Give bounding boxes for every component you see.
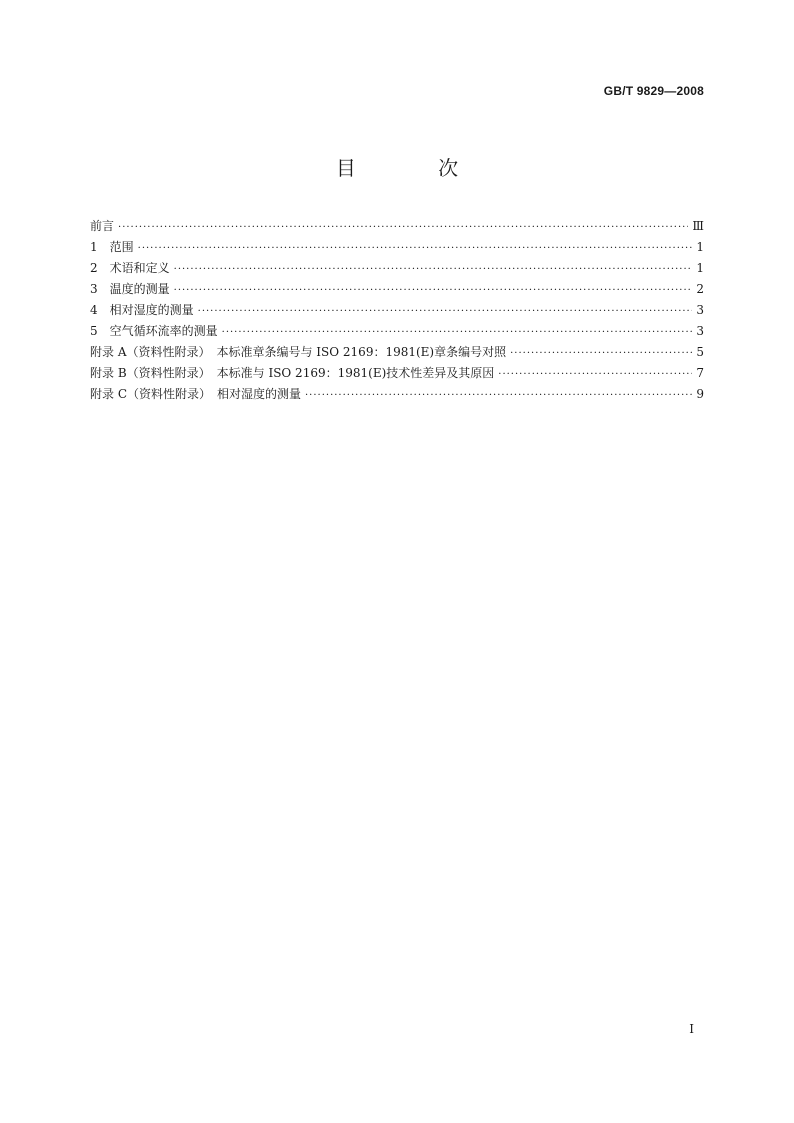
toc-entry-page: 7 — [696, 366, 704, 380]
toc-entry-page: 5 — [696, 345, 704, 359]
dot-leader — [198, 301, 692, 322]
dot-leader — [305, 385, 692, 406]
toc-entry-page: 2 — [696, 282, 704, 296]
toc-entry-page: Ⅲ — [692, 219, 704, 233]
toc-entry-label: 5 空气循环流率的测量 — [90, 324, 218, 338]
toc-entry-label: 3 温度的测量 — [90, 282, 170, 296]
toc-entry-humidity[interactable] — [90, 300, 704, 321]
toc-entry-page: 3 — [696, 303, 704, 317]
toc-entry-label: 附录 A（资料性附录） 本标准章条编号与 ISO 2169：1981(E)章条编号对照 — [90, 345, 507, 359]
dot-leader — [174, 259, 692, 280]
toc-entry-foreword[interactable] — [90, 216, 704, 237]
toc-entry-temperature[interactable] — [90, 279, 704, 300]
dot-leader — [118, 217, 688, 238]
toc-entry-label: 附录 C（资料性附录） 相对湿度的测量 — [90, 387, 301, 401]
dot-leader — [510, 343, 692, 364]
toc-entry-label: 4 相对湿度的测量 — [90, 303, 194, 317]
toc-entry-page: 1 — [696, 261, 704, 275]
toc-entry-label: 前言 — [90, 219, 115, 233]
toc-entry-label: 附录 B（资料性附录） 本标准与 ISO 2169：1981(E)技术性差异及其原因 — [90, 366, 495, 380]
page-number: I — [689, 1022, 694, 1036]
toc-entry-scope[interactable] — [90, 237, 704, 258]
toc-entry-page: 1 — [696, 240, 704, 254]
toc-entry-airflow[interactable] — [90, 321, 704, 342]
toc-entry-appendix-a[interactable] — [90, 342, 704, 363]
dot-leader — [174, 280, 692, 301]
dot-leader — [498, 364, 692, 385]
toc-title: 目 次 — [335, 156, 497, 180]
standard-code: GB/T 9829—2008 — [603, 84, 704, 98]
toc-entry-appendix-c[interactable] — [90, 384, 704, 405]
toc-entry-terms[interactable] — [90, 258, 704, 279]
toc-entry-label: 1 范围 — [90, 240, 134, 254]
toc-entry-page: 3 — [696, 324, 704, 338]
table-of-contents — [90, 216, 704, 405]
toc-entry-page: 9 — [696, 387, 704, 401]
dot-leader — [222, 322, 692, 343]
dot-leader — [138, 238, 692, 259]
toc-entry-appendix-b[interactable] — [90, 363, 704, 384]
toc-entry-label: 2 术语和定义 — [90, 261, 170, 275]
